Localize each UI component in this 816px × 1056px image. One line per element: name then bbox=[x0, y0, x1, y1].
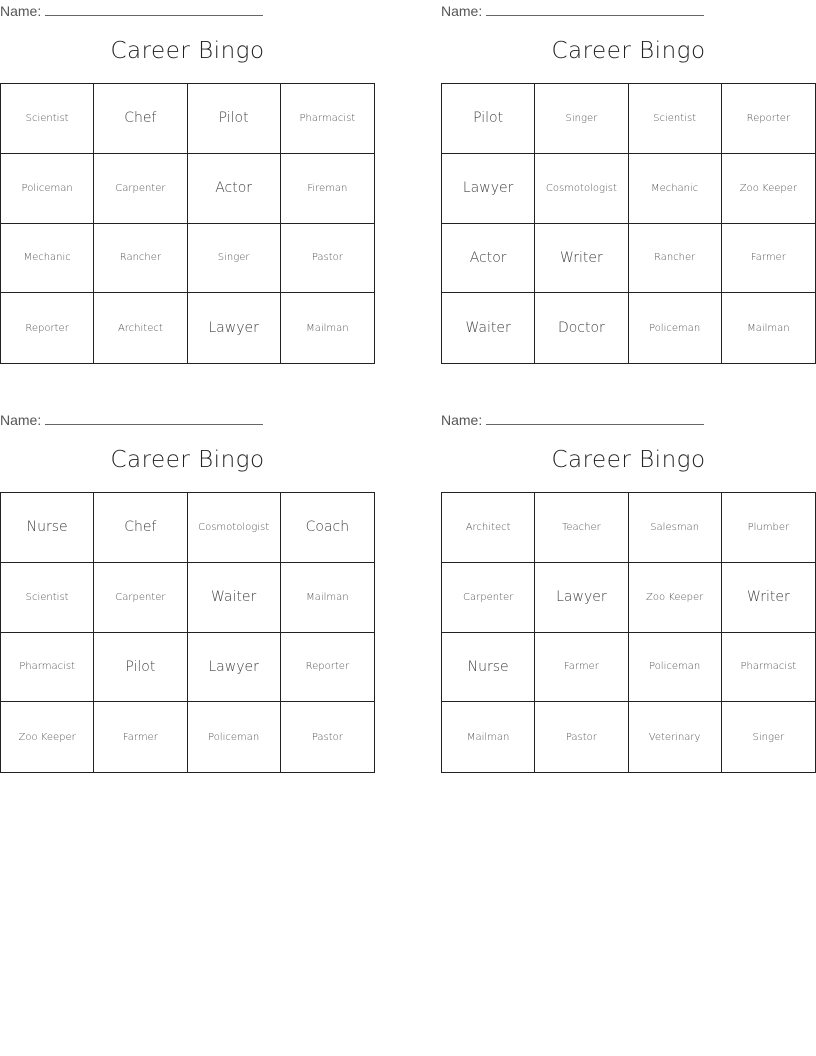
bingo-cell[interactable]: Mechanic bbox=[629, 154, 722, 224]
bingo-cell[interactable]: Farmer bbox=[722, 224, 815, 294]
bingo-card-3 bbox=[0, 409, 375, 773]
bingo-cell[interactable]: Mailman bbox=[747, 322, 790, 334]
bingo-grid bbox=[0, 83, 375, 364]
bingo-cell[interactable]: Waiter bbox=[188, 563, 281, 633]
bingo-cell[interactable]: Actor bbox=[442, 224, 535, 294]
bingo-cell[interactable]: Lawyer bbox=[188, 293, 281, 363]
bingo-cell[interactable]: Nurse bbox=[442, 633, 535, 703]
bingo-cell[interactable]: Singer bbox=[535, 84, 628, 154]
bingo-cell[interactable]: Coach bbox=[281, 493, 374, 563]
bingo-cell[interactable]: Pilot bbox=[94, 633, 187, 703]
bingo-grid bbox=[441, 83, 816, 364]
bingo-cell[interactable]: Singer bbox=[752, 731, 785, 743]
bingo-cell[interactable]: Veterinary bbox=[629, 702, 722, 772]
name-label: Name: bbox=[441, 3, 483, 19]
bingo-cell[interactable]: Plumber bbox=[722, 493, 815, 563]
bingo-cell[interactable]: Rancher bbox=[94, 224, 187, 294]
name-underline bbox=[486, 411, 704, 425]
name-label: Name: bbox=[441, 412, 483, 428]
bingo-cell[interactable]: Farmer bbox=[94, 702, 187, 772]
card-title: Career Bingo bbox=[110, 447, 265, 473]
bingo-cell[interactable]: Pilot bbox=[442, 84, 535, 154]
name-field[interactable] bbox=[441, 411, 704, 428]
bingo-cell[interactable]: Chef bbox=[94, 493, 187, 563]
card-title: Career Bingo bbox=[110, 38, 265, 64]
bingo-cell[interactable]: Waiter bbox=[442, 293, 535, 363]
bingo-cell[interactable]: Singer bbox=[188, 224, 281, 294]
bingo-cell[interactable]: Policeman bbox=[1, 154, 94, 224]
bingo-cell[interactable]: Scientist bbox=[1, 84, 94, 154]
bingo-cell[interactable]: Architect bbox=[94, 293, 187, 363]
bingo-cell[interactable]: Cosmotologist bbox=[535, 154, 628, 224]
bingo-cell[interactable]: Lawyer bbox=[442, 154, 535, 224]
bingo-cell[interactable]: Lawyer bbox=[535, 563, 628, 633]
card-title: Career Bingo bbox=[551, 38, 706, 64]
bingo-grid bbox=[0, 492, 375, 773]
bingo-card-1 bbox=[0, 0, 375, 364]
bingo-cell[interactable]: Fireman bbox=[281, 154, 374, 224]
bingo-cell[interactable]: Carpenter bbox=[442, 563, 535, 633]
bingo-cell[interactable]: Pharmacist bbox=[1, 633, 94, 703]
bingo-cell[interactable]: Zoo Keeper bbox=[629, 563, 722, 633]
bingo-cell[interactable]: Pharmacist bbox=[281, 84, 374, 154]
bingo-card-4 bbox=[441, 409, 816, 773]
bingo-cell[interactable]: Nurse bbox=[1, 493, 94, 563]
bingo-cell[interactable]: Writer bbox=[535, 224, 628, 294]
name-label: Name: bbox=[0, 412, 42, 428]
bingo-cell[interactable]: Lawyer bbox=[188, 633, 281, 703]
bingo-cell[interactable]: Mechanic bbox=[1, 224, 94, 294]
bingo-cell[interactable]: Teacher bbox=[535, 493, 628, 563]
bingo-card-2 bbox=[441, 0, 816, 364]
bingo-cell[interactable]: Rancher bbox=[629, 224, 722, 294]
bingo-cell[interactable]: Pharmacist bbox=[722, 633, 815, 703]
bingo-cell[interactable]: Pilot bbox=[188, 84, 281, 154]
bingo-cell[interactable]: Scientist bbox=[1, 563, 94, 633]
bingo-cell[interactable]: Scientist bbox=[629, 84, 722, 154]
bingo-cell[interactable]: Zoo Keeper bbox=[722, 154, 815, 224]
bingo-cell[interactable]: Writer bbox=[722, 563, 815, 633]
name-field[interactable] bbox=[0, 2, 263, 19]
bingo-cell[interactable]: Reporter bbox=[1, 293, 94, 363]
name-label: Name: bbox=[0, 3, 42, 19]
bingo-cell[interactable]: Mailman bbox=[281, 563, 374, 633]
bingo-cell[interactable]: Mailman bbox=[442, 702, 535, 772]
card-title: Career Bingo bbox=[551, 447, 706, 473]
bingo-cell[interactable]: Zoo Keeper bbox=[1, 702, 94, 772]
bingo-cell[interactable]: Mailman bbox=[306, 322, 349, 334]
bingo-cell[interactable]: Carpenter bbox=[94, 154, 187, 224]
bingo-cell[interactable]: Chef bbox=[94, 84, 187, 154]
bingo-cell[interactable]: Architect bbox=[442, 493, 535, 563]
bingo-cell[interactable]: Policeman bbox=[188, 702, 281, 772]
bingo-cell[interactable]: Policeman bbox=[629, 633, 722, 703]
name-underline bbox=[45, 411, 263, 425]
bingo-cell[interactable]: Carpenter bbox=[94, 563, 187, 633]
bingo-cell[interactable]: Doctor bbox=[535, 293, 628, 363]
bingo-cell[interactable]: Pastor bbox=[311, 731, 343, 743]
name-underline bbox=[486, 2, 704, 16]
name-field[interactable] bbox=[0, 411, 263, 428]
name-underline bbox=[45, 2, 263, 16]
bingo-cell[interactable]: Farmer bbox=[535, 633, 628, 703]
bingo-cell[interactable]: Pastor bbox=[535, 702, 628, 772]
bingo-cell[interactable]: Policeman bbox=[629, 293, 722, 363]
bingo-cell[interactable]: Pastor bbox=[281, 224, 374, 294]
bingo-cell[interactable]: Salesman bbox=[629, 493, 722, 563]
bingo-cell[interactable]: Cosmotologist bbox=[188, 493, 281, 563]
name-field[interactable] bbox=[441, 2, 704, 19]
bingo-cell[interactable]: Reporter bbox=[281, 633, 374, 703]
bingo-cell[interactable]: Actor bbox=[188, 154, 281, 224]
bingo-cell[interactable]: Reporter bbox=[722, 84, 815, 154]
bingo-grid bbox=[441, 492, 816, 773]
